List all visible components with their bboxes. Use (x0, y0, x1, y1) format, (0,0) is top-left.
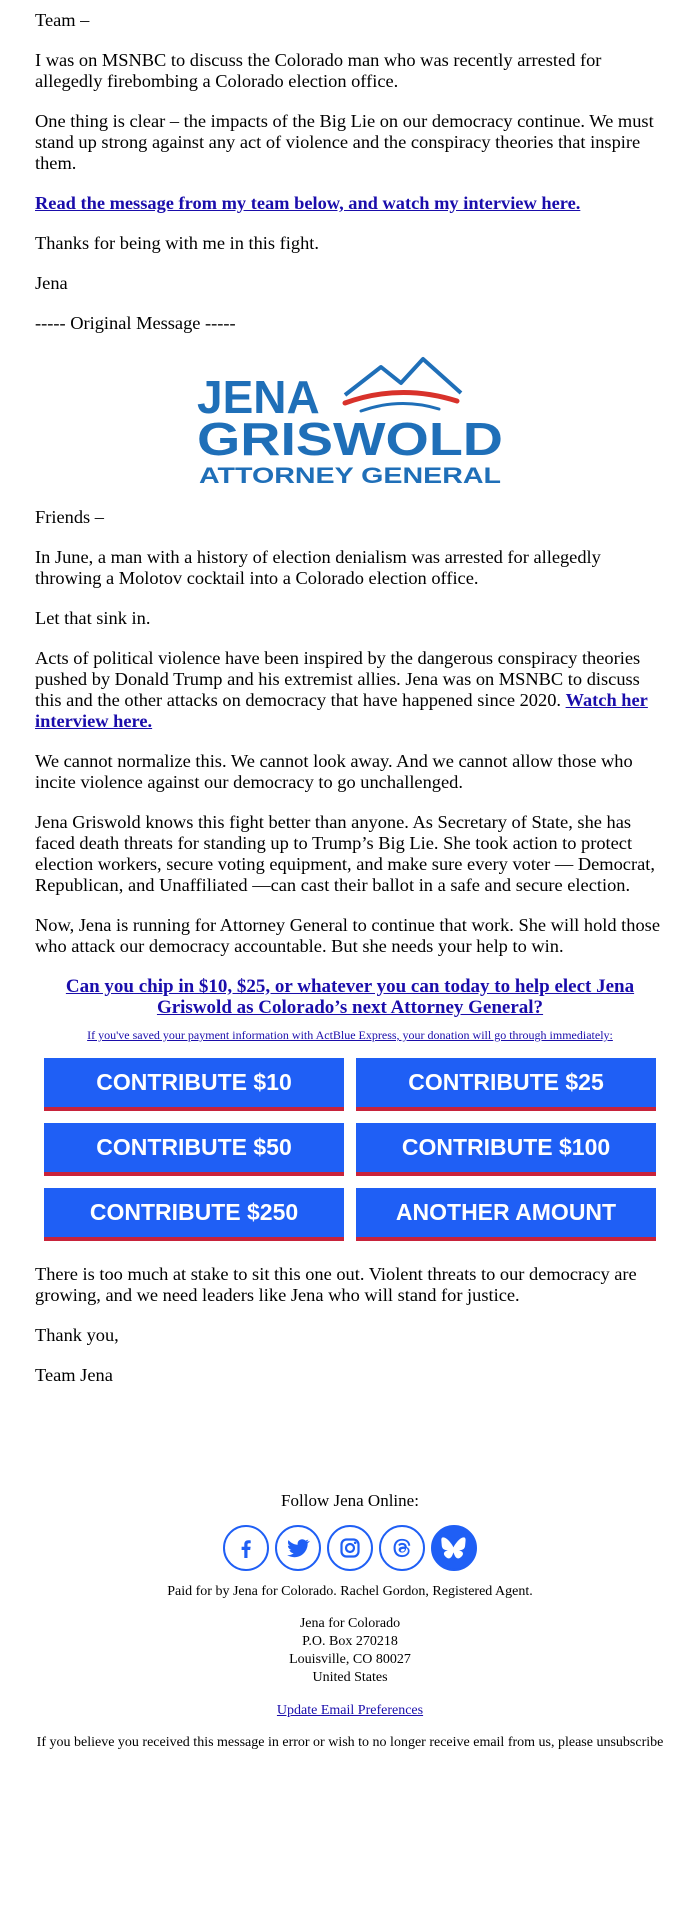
unsubscribe-notice[interactable]: If you believe you received this message in error or wish to no longer receive email from us, please unsubscribe (36, 1735, 664, 1750)
logo-line-1: JENA (197, 371, 320, 423)
address-line-2: P.O. Box 270218 (302, 1634, 398, 1649)
logo-mountains (345, 359, 461, 395)
twitter-icon[interactable] (275, 1525, 321, 1571)
campaign-logo-graphic (195, 353, 505, 493)
contribute-25-button[interactable]: CONTRIBUTE $25 (356, 1058, 656, 1111)
update-preferences-link[interactable]: Update Email Preferences (276, 1703, 424, 1718)
logo-blue-swoosh (361, 403, 439, 411)
another-amount-button[interactable]: ANOTHER AMOUNT (356, 1188, 656, 1241)
mailing-address (30, 1615, 670, 1687)
body-paragraph-5: Jena Griswold knows this fight better than anyone. As Secretary of State, she has faced death threats for standing up to Trump’s Big Lie. She took action to protect election workers, secure voting equipment, and make sure every voter — Democrat, Republican, and Unaffiliated —can cast their ballot in a safe and secure election. (35, 812, 655, 895)
watch-her-interview-link[interactable]: Watch her interview here. (35, 690, 648, 731)
address-line-4: United States (312, 1670, 388, 1685)
body-paragraph-6: Now, Jena is running for Attorney General to continue that work. She will hold those who attack our democracy accountable. But she needs your help to win. (35, 915, 660, 956)
contribute-100-button[interactable]: CONTRIBUTE $100 (356, 1123, 656, 1176)
body-paragraph-3-text: Acts of political violence have been inspired by the dangerous conspiracy theories pushed by Donald Trump and his extremist allies. Jena was on MSNBC to discuss this and the other attacks on democracy that have happened since 2020. (35, 648, 641, 710)
contribute-buttons (44, 1058, 656, 1241)
body-paragraph-1: In June, a man with a history of election denialism was arrested for allegedly throwing a Molotov cocktail into a Colorado election office. (35, 547, 601, 588)
threads-icon[interactable] (379, 1525, 425, 1571)
campaign-logo (30, 353, 670, 493)
body-paragraph-3 (35, 648, 670, 732)
intro-paragraph-1: I was on MSNBC to discuss the Colorado man who was recently arrested for allegedly firebombing a Colorado election office. (35, 50, 602, 91)
contribute-50-button[interactable]: CONTRIBUTE $50 (44, 1123, 344, 1176)
intro-paragraph-2: One thing is clear – the impacts of the Big Lie on our democracy continue. We must stand up strong against any act of violence and the conspiracy theories that inspire them. (35, 111, 654, 173)
logo-line-3: ATTORNEY GENERAL (199, 463, 501, 488)
address-line-1: Jena for Colorado (299, 1616, 401, 1631)
paid-for-disclaimer: Paid for by Jena for Colorado. Rachel Gordon, Registered Agent. (167, 1584, 533, 1599)
preferences (30, 1701, 670, 1719)
actblue-note-link[interactable]: If you've saved your payment information with ActBlue Express, your donation will go through immediately: (87, 1028, 613, 1042)
body-paragraph-4: We cannot normalize this. We cannot look away. And we cannot allow those who incite violence against our democracy to go unchallenged. (35, 751, 633, 792)
address-line-3: Louisville, CO 80027 (289, 1652, 411, 1667)
facebook-icon[interactable] (223, 1525, 269, 1571)
contribute-10-button[interactable]: CONTRIBUTE $10 (44, 1058, 344, 1111)
bluesky-icon[interactable] (431, 1525, 477, 1571)
closing-thanks: Thank you, (35, 1325, 119, 1345)
donation-ask-link[interactable]: Can you chip in $10, $25, or whatever you can today to help elect Jena Griswold as Colorado’s next Attorney General? (65, 976, 635, 1018)
intro-link-paragraph (35, 193, 670, 214)
actblue-note (30, 1028, 670, 1043)
follow-heading: Follow Jena Online: (281, 1491, 419, 1510)
closing-signature: Team Jena (35, 1365, 113, 1385)
contribute-250-button[interactable]: CONTRIBUTE $250 (44, 1188, 344, 1241)
body-greeting: Friends – (35, 507, 104, 527)
logo-line-2: GRISWOLD (197, 413, 503, 465)
email-body (30, 0, 670, 1751)
watch-interview-link[interactable]: Read the message from my team below, and watch my interview here. (35, 193, 581, 213)
logo-red-swoosh (345, 392, 457, 403)
intro-thanks: Thanks for being with me in this fight. (35, 233, 319, 253)
instagram-icon[interactable] (327, 1525, 373, 1571)
donation-ask (30, 976, 670, 1018)
original-message-divider: ----- Original Message ----- (35, 313, 236, 333)
body-paragraph-2: Let that sink in. (35, 608, 151, 628)
social-links (30, 1525, 670, 1571)
closing-paragraph: There is too much at stake to sit this one out. Violent threats to our democracy are growing, and we need leaders like Jena who will stand for justice. (35, 1264, 637, 1305)
intro-signoff: Jena (35, 273, 68, 293)
footer (30, 1491, 670, 1751)
intro-greeting: Team – (35, 10, 90, 30)
